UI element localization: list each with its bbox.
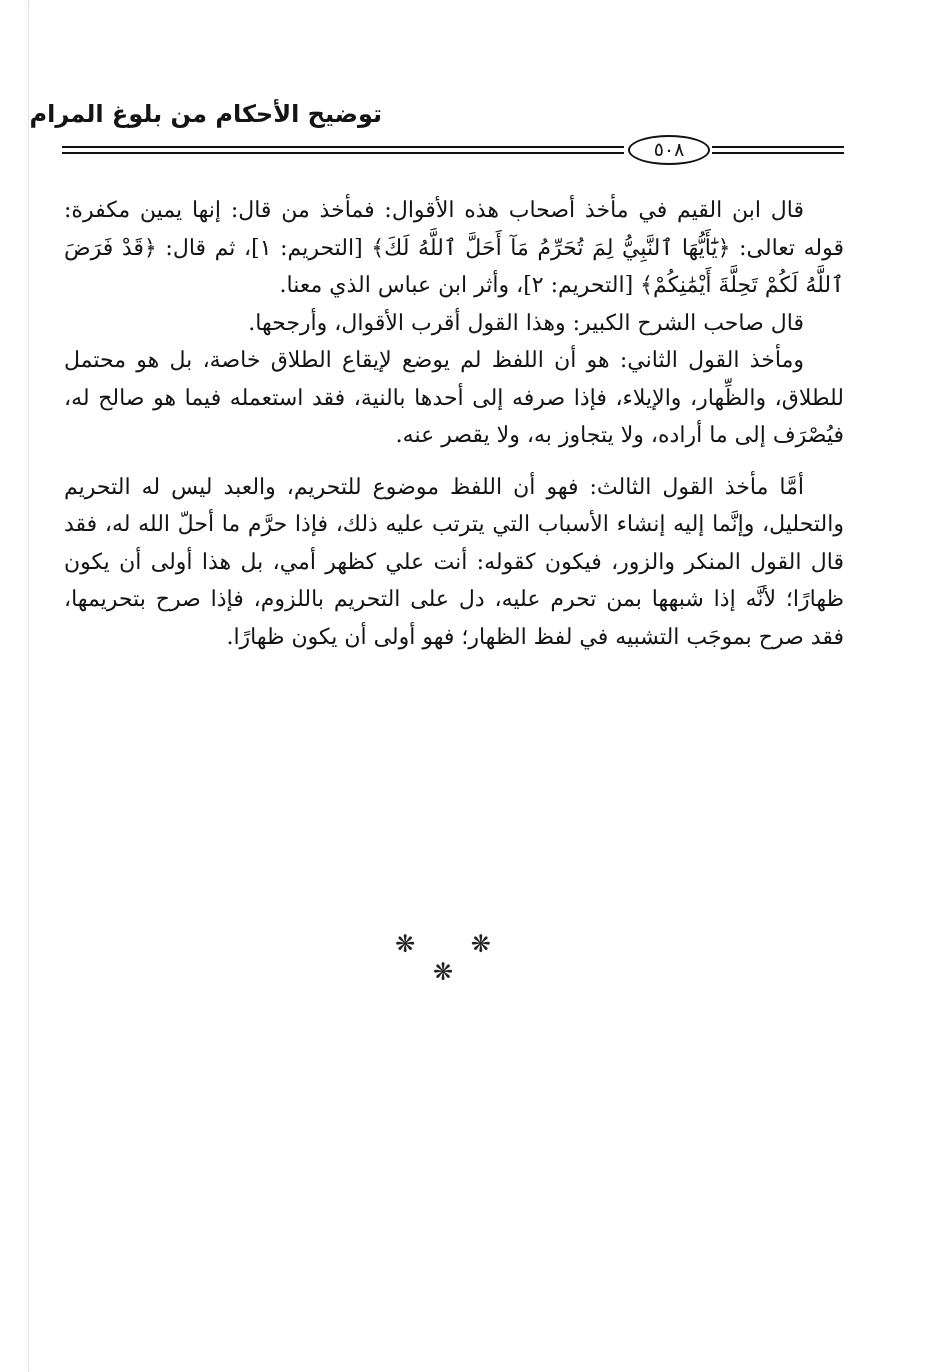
header-rule xyxy=(62,139,844,167)
rule-line xyxy=(712,146,844,148)
page-number: ٥٠٨ xyxy=(628,135,710,165)
running-title: توضيح الأحكام من بلوغ المرام xyxy=(29,100,382,128)
rule-line xyxy=(712,152,844,154)
paragraph-3: ومأخذ القول الثاني: هو أن اللفظ لم يوضع لإيقاع الطلاق خاصة، بل هو محتمل للطلاق، والظِّهار، والإيلاء، فإذا صرفه إلى أحدها بالنية، فقد استعمله فيما هو صالح له، فيُصْرَف إلى ما أراده، ولا يتجاوز به، ولا يقصر عنه. xyxy=(64,348,845,448)
paragraph-4: أمَّا مأخذ القول الثالث: فهو أن اللفظ موضوع للتحريم، والعبد ليس له التحريم والتحليل، وإنَّما إليه إنشاء الأسباب التي يترتب عليه ذلك، فإذا حرَّم ما أحلّ الله له، فقد قال القول المنكر والزور، فيكون كقوله: أنت علي كظهر أمي، بل هذا أولى أن يكون ظهارًا؛ لأنَّه إذا شبهها بمن تحرم عليه، دل على التحريم باللزوم، فإذا صرح بتحريمها، فقد صرح بموجَب التشبيه في لفظ الظهار؛ فهو أولى أن يكون ظهارًا. xyxy=(64,474,844,650)
scan-edge xyxy=(28,0,29,1372)
body-text xyxy=(64,192,844,656)
rule-line xyxy=(62,146,624,148)
paragraph-1: قال ابن القيم في مأخذ أصحاب هذه الأقوال: فمأخذ من قال: إنها يمين مكفرة: قوله تعالى: ﴿يَٰٓأَيُّهَا ٱلنَّبِيُّ لِمَ تُحَرِّمُ مَآ أَحَلَّ ٱللَّهُ لَكَ﴾ [التحريم: ١]، ثم قال: ﴿قَدْ فَرَضَ ٱللَّهُ لَكُمْ تَحِلَّةَ أَيْمَٰنِكُمْ﴾ [التحريم: ٢]، وأثر ابن عباس الذي معنا. xyxy=(64,198,844,298)
paragraph-2: قال صاحب الشرح الكبير: وهذا القول أقرب الأقوال، وأرجحها. xyxy=(248,310,804,336)
rule-line xyxy=(62,152,624,154)
section-separator: ❋ ❋ ❋ xyxy=(395,930,515,986)
